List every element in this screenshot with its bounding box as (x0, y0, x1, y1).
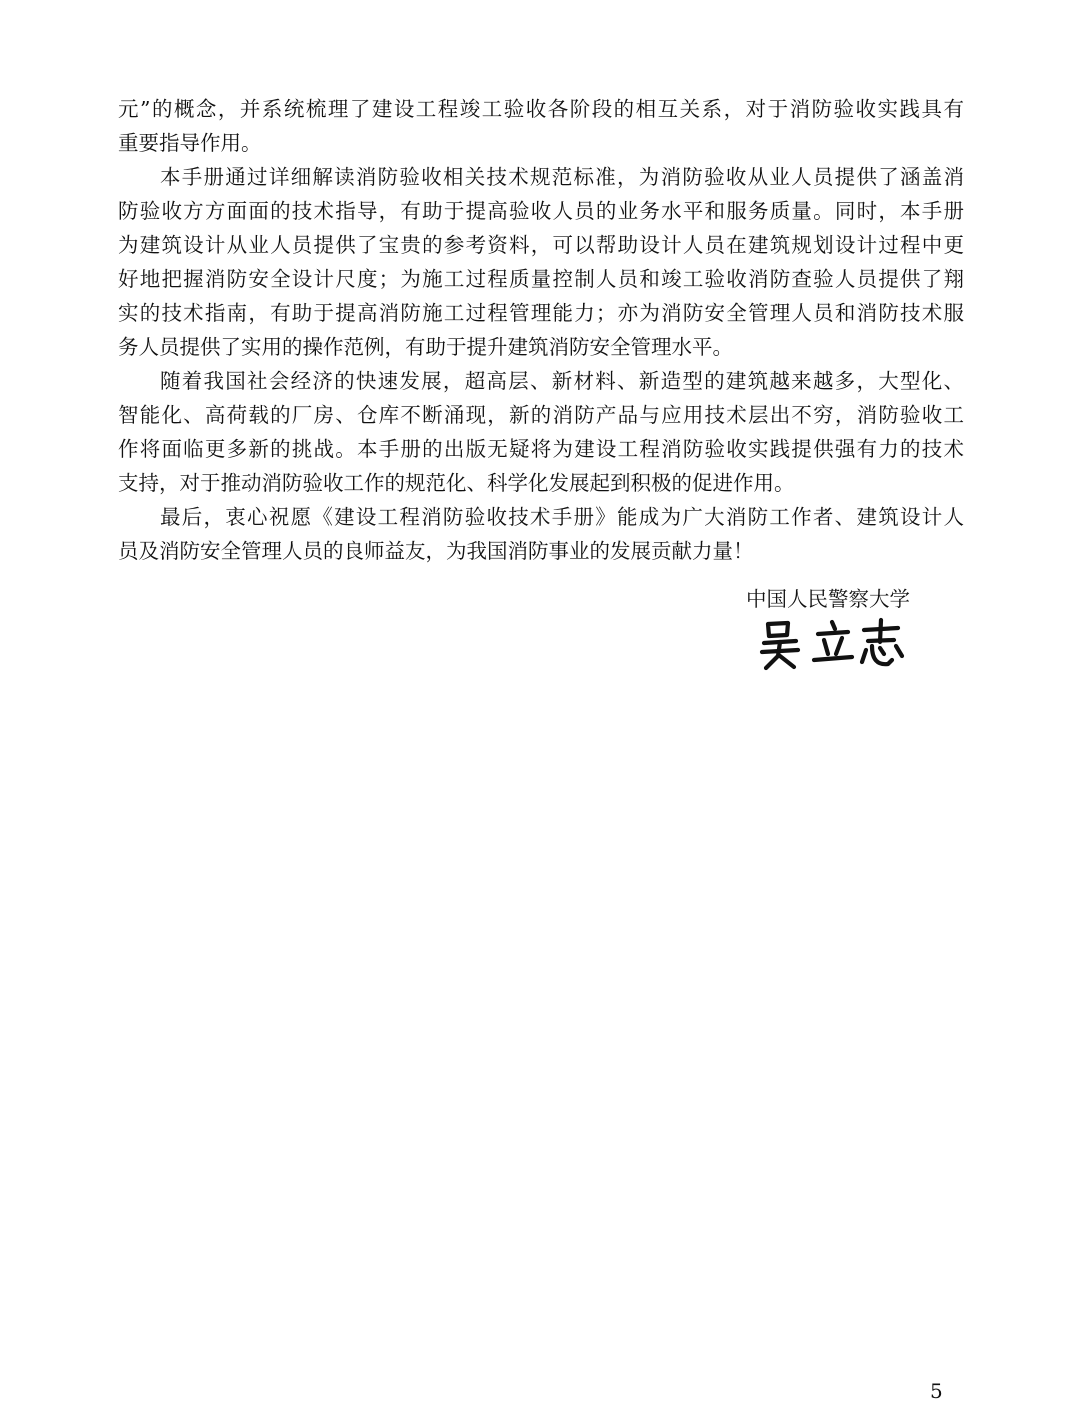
text-line: 重要指导作用。 (118, 131, 262, 155)
text-line: 为建筑设计从业人员提供了宝贵的参考资料，可以帮助设计人员在建筑规划设计过程中更 (118, 233, 964, 257)
text-line: 防验收方方面面的技术指导，有助于提高验收人员的业务水平和服务质量。同时，本手册 (118, 199, 964, 223)
text-line: 最后，衷心祝愿《建设工程消防验收技术手册》能成为广大消防工作者、建筑设计人 (160, 505, 964, 529)
text-line: 随着我国社会经济的快速发展，超高层、新材料、新造型的建筑越来越多，大型化、 (160, 369, 964, 393)
text-line: 好地把握消防安全设计尺度；为施工过程质量控制人员和竣工验收消防查验人员提供了翔 (118, 267, 964, 291)
text-line: 本手册通过详细解读消防验收相关技术规范标准，为消防验收从业人员提供了涵盖消 (160, 165, 964, 189)
handwritten-signature (758, 616, 908, 672)
text-line: 务人员提供了实用的操作范例，有助于提升建筑消防安全管理水平。 (118, 335, 733, 359)
paragraph (118, 92, 964, 160)
body-text (118, 92, 964, 568)
text-line: 实的技术指南，有助于提高消防施工过程管理能力；亦为消防安全管理人员和消防技术服 (118, 301, 964, 325)
paragraph (118, 364, 964, 500)
text-line: 员及消防安全管理人员的良师益友，为我国消防事业的发展贡献力量！ (118, 539, 754, 563)
text-line: 智能化、高荷载的厂房、仓库不断涌现，新的消防产品与应用技术层出不穷，消防验收工 (118, 403, 964, 427)
institution-name: 中国人民警察大学 (746, 587, 910, 611)
text-line: 作将面临更多新的挑战。本手册的出版无疑将为建设工程消防验收实践提供强有力的技术 (118, 437, 964, 461)
text-line: 支持，对于推动消防验收工作的规范化、科学化发展起到积极的促进作用。 (118, 471, 795, 495)
page-number: 5 (930, 1379, 943, 1403)
paragraph (118, 500, 964, 568)
paragraph (118, 160, 964, 364)
text-line: 元”的概念，并系统梳理了建设工程竣工验收各阶段的相互关系，对于消防验收实践具有 (118, 97, 964, 121)
